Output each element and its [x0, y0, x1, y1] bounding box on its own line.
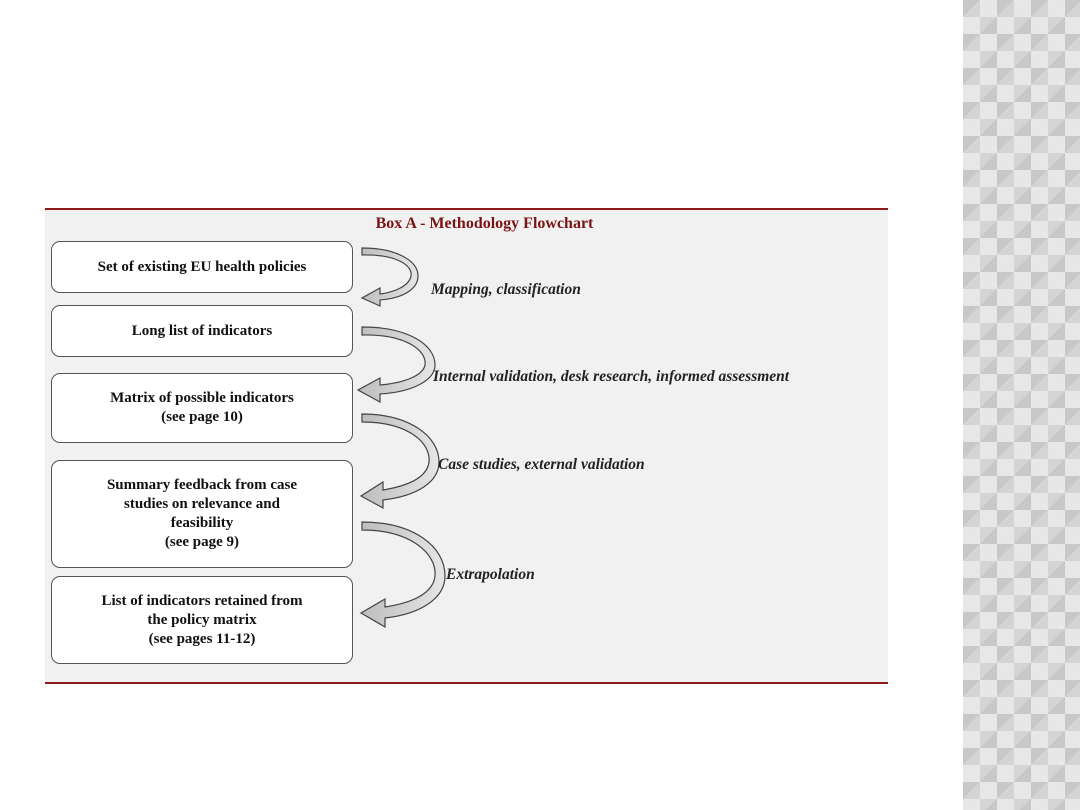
curved-arrow-3 — [361, 414, 439, 508]
curved-arrow-2 — [358, 327, 435, 402]
curved-arrow-1 — [362, 248, 418, 306]
flowchart-panel — [45, 208, 888, 684]
flow-box-existing-policies: Set of existing EU health policies — [51, 241, 353, 293]
decorative-pattern-sidebar — [963, 0, 1080, 810]
flowchart-title: Box A - Methodology Flowchart — [375, 215, 594, 232]
step-label-mapping: Mapping, classification — [431, 281, 581, 298]
flow-box-summary-feedback: Summary feedback from case studies on relevance and feasibility (see page 9) — [51, 460, 353, 568]
step-label-extrapolation: Extrapolation — [446, 566, 535, 583]
curved-arrow-4 — [361, 522, 445, 627]
step-label-internal-validation: Internal validation, desk research, informed assessment — [433, 368, 790, 385]
flow-box-matrix: Matrix of possible indicators (see page 10) — [51, 373, 353, 443]
flow-box-long-list: Long list of indicators — [51, 305, 353, 357]
step-label-case-studies: Case studies, external validation — [438, 456, 645, 473]
flow-box-retained-list: List of indicators retained from the policy matrix (see pages 11-12) — [51, 576, 353, 664]
